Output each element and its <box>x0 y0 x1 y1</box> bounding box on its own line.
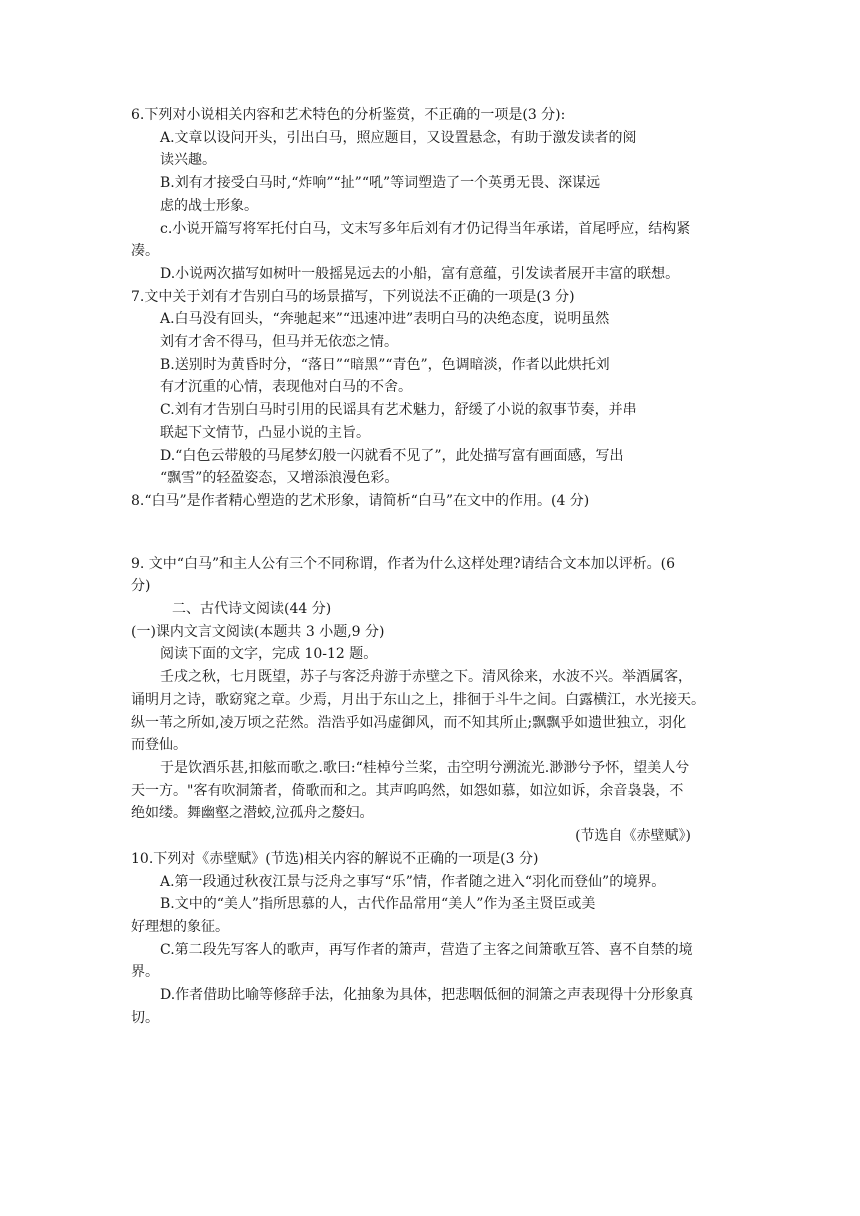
q7-option-a: A.白马没有回头，“奔驰起来”“迅速冲进”表明白马的决绝态度，说明虽然 <box>160 311 610 328</box>
passage-line: 壬戌之秋，七月既望，苏子与客泛舟游于赤壁之下。清风徐来，水波不兴。举酒属客， <box>160 669 692 686</box>
q7-option-a-cont: 刘有才舍不得马，但马并无依恋之情。 <box>160 334 398 351</box>
passage-line: 纵一苇之所如,凌万顷之茫然。浩浩乎如冯虚御风，而不知其所止;飘飘乎如遗世独立，羽化 <box>131 714 687 731</box>
q9-stem-cont: 分) <box>131 578 151 595</box>
q6-option-b: B.刘有才接受白马时,“炸响”“扯”“吼”等词塑造了一个英勇无畏、深谋远 <box>160 175 601 192</box>
q10-option-d-cont: 切。 <box>131 1009 159 1026</box>
q6-option-c: c.小说开篇写将军托付白马，文末写多年后刘有才仍记得当年承诺，首尾呼应，结构紧 <box>160 220 691 237</box>
q8-stem: 8.“白马”是作者精心塑造的艺术形象，请简析“白马”在文中的作用。(4 分) <box>131 492 590 509</box>
passage-line: 而登仙。 <box>131 737 187 754</box>
q10-option-d: D.作者借助比喻等修辞手法，化抽象为具体，把悲咽低徊的洞箫之声表现得十分形象真 <box>160 987 694 1004</box>
passage-line: 诵明月之诗，歌窈窕之章。少焉，月出于东山之上，排徊于斗牛之间。白露横江，水光接天。 <box>131 691 705 708</box>
passage-line: 绝如缕。舞幽壑之潜蛟,泣孤舟之嫠妇。 <box>131 805 374 822</box>
q10-option-b-cont: 好理想的象征。 <box>131 918 229 935</box>
q10-option-a: A.第一段通过秋夜江景与泛舟之事写“乐”情，作者随之进入“羽化而登仙”的境界。 <box>160 873 666 890</box>
section-subtitle: (一)课内文言文阅读(本题共 3 小题,9 分) <box>131 623 385 640</box>
q7-option-b: B.送别时为黄昏时分，“落日”“暗黑”“青色”，色调暗淡，作者以此烘托刘 <box>160 356 610 373</box>
q7-option-c-cont: 联起下文情节，凸显小说的主旨。 <box>160 424 370 441</box>
q6-option-a: A.文章以设问开头，引出白马，照应题目，又设置悬念，有助于激发读者的阅 <box>160 129 637 146</box>
q6-option-b-cont: 虑的战士形象。 <box>160 197 258 214</box>
passage-line: 于是饮酒乐甚,扣舷而歌之.歌曰:“桂棹兮兰桨，击空明兮溯流光.渺渺兮予怀，望美人兮 <box>160 759 690 776</box>
q10-option-c: C.第二段先写客人的歌声，再写作者的箫声，营造了主客之间箫歌互答、喜不自禁的境 <box>160 941 693 958</box>
q6-option-c-cont: 凑。 <box>131 243 159 260</box>
q6-stem: 6.下列对小说相关内容和艺术特色的分析鉴赏，不正确的一项是(3 分): <box>131 107 566 123</box>
section-title: 二、古代诗文阅读(44 分) <box>172 601 332 618</box>
q10-stem: 10.下列对《赤壁赋》(节选)相关内容的解说不正确的一项是(3 分) <box>131 850 539 867</box>
exam-content <box>131 104 741 1029</box>
q7-option-d: D.“白色云带般的马尾梦幻般一闪就看不见了”，此处描写富有画面感，写出 <box>160 447 624 464</box>
q6-option-d: D.小说两次描写如树叶一般摇晃远去的小船，富有意蕴，引发读者展开丰富的联想。 <box>160 265 680 282</box>
q6-option-a-cont: 读兴趣。 <box>160 152 216 169</box>
passage-line: 天一方。"客有吹洞箫者，倚歌而和之。其声呜呜然，如怨如慕，如泣如诉，余音袅袅，不 <box>131 782 684 799</box>
q7-stem: 7.文中关于刘有才告别白马的场景描写，下列说法不正确的一项是(3 分) <box>131 288 575 305</box>
q7-option-b-cont: 有才沉重的心情，表现他对白马的不舍。 <box>160 379 412 396</box>
q7-option-d-cont: “飘雪”的轻盈姿态，又增添浪漫色彩。 <box>160 470 399 487</box>
q7-option-c: C.刘有才告别白马时引用的民谣具有艺术魅力，舒缓了小说的叙事节奏，并串 <box>160 402 637 419</box>
q10-option-b: B.文中的“美人”指所思慕的人，古代作品常用“美人”作为圣主贤臣或美 <box>160 896 596 913</box>
reading-instruction: 阅读下面的文字，完成 10-12 题。 <box>160 646 378 663</box>
q9-stem: 9. 文中“白马”和主人公有三个不同称谓，作者为什么这样处理?请结合文本加以评析。(6 <box>131 555 675 572</box>
q10-option-c-cont: 界。 <box>131 964 159 981</box>
passage-source: (节选自《赤壁赋》) <box>575 828 691 845</box>
answer-space <box>131 513 741 553</box>
